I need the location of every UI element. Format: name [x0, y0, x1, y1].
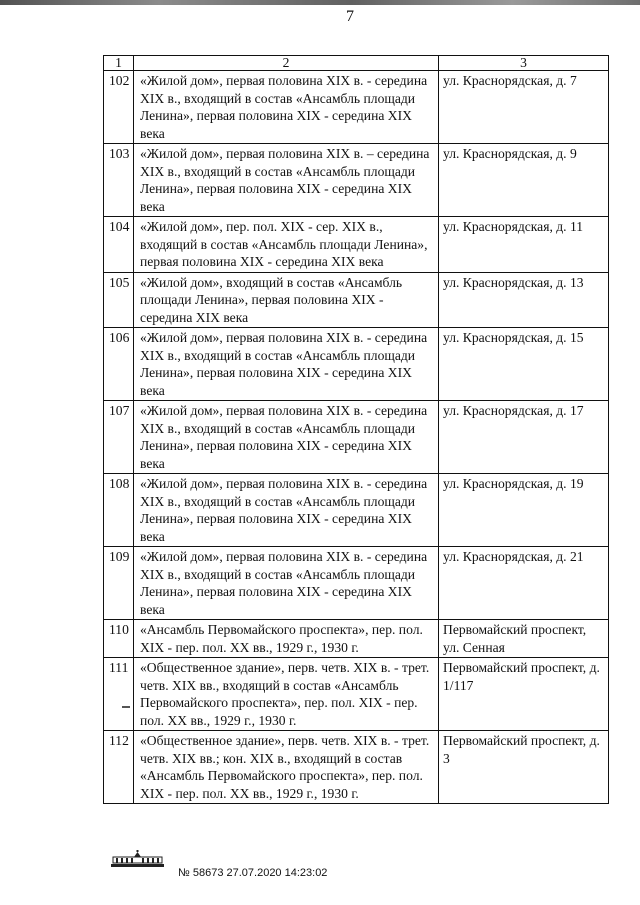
object-description: «Общественное здание», перв. четв. XIX в. - трет. четв. XIX вв., входящий в состав «Ансамбль Первомайского проспекта», пер. пол. XIX - пер. пол. XX вв., 1929 г., 1930 г.: [134, 658, 439, 731]
row-number: 108: [104, 474, 134, 547]
object-address: ул. Краснорядская, д. 7: [439, 71, 609, 144]
object-description: «Жилой дом», первая половина XIX в. - середина XIX в., входящий в состав «Ансамбль площади Ленина», первая половина XIX - середина XIX века: [134, 401, 439, 474]
column-header-2: 2: [134, 56, 439, 71]
column-header-3: 3: [439, 56, 609, 71]
monuments-table: [103, 55, 609, 804]
scan-edge: [0, 0, 640, 5]
object-address: Первомайский проспект, ул. Сенная: [439, 620, 609, 658]
table-row: [104, 620, 609, 658]
government-building-logo-icon: [110, 850, 165, 868]
table-row: [104, 547, 609, 620]
row-number: 111: [104, 658, 134, 731]
table-row: [104, 328, 609, 401]
object-address: ул. Краснорядская, д. 15: [439, 328, 609, 401]
row-number: 102: [104, 71, 134, 144]
object-address: ул. Краснорядская, д. 11: [439, 217, 609, 273]
row-number: 104: [104, 217, 134, 273]
object-address: ул. Краснорядская, д. 19: [439, 474, 609, 547]
object-description: «Общественное здание», перв. четв. XIX в. - трет. четв. XIX вв.; кон. XIX в., входящий в состав «Ансамбль Первомайского проспекта», пер. пол. XIX - пер. пол. XX вв., 1929 г., 1930 г.: [134, 731, 439, 804]
object-description: «Жилой дом», первая половина XIX в. – середина XIX в., входящий в состав «Ансамбль площади Ленина», первая половина XIX - середина XIX века: [134, 144, 439, 217]
object-address: ул. Краснорядская, д. 13: [439, 272, 609, 328]
page-number: 7: [346, 8, 354, 25]
object-address: Первомайский проспект, д. 3: [439, 731, 609, 804]
table-row: [104, 658, 609, 731]
row-number: 109: [104, 547, 134, 620]
object-description: «Жилой дом», первая половина XIX в. - середина XIX в., входящий в состав «Ансамбль площади Ленина», первая половина XIX - середина XIX века: [134, 547, 439, 620]
object-description: «Жилой дом», первая половина XIX в. - середина XIX в., входящий в состав «Ансамбль площади Ленина», первая половина XIX - середина XIX века: [134, 328, 439, 401]
object-description: «Жилой дом», первая половина XIX в. - середина XIX в., входящий в состав «Ансамбль площади Ленина», первая половина XIX - середина XIX века: [134, 474, 439, 547]
row-number: 106: [104, 328, 134, 401]
row-number: 103: [104, 144, 134, 217]
object-description: «Жилой дом», входящий в состав «Ансамбль площади Ленина», первая половина XIX - середина XIX века: [134, 272, 439, 328]
object-description: «Ансамбль Первомайского проспекта», пер. пол. XIX - пер. пол. XX вв., 1929 г., 1930 г.: [134, 620, 439, 658]
object-description: «Жилой дом», первая половина XIX в. - середина XIX в., входящий в состав «Ансамбль площади Ленина», первая половина XIX - середина XIX века: [134, 71, 439, 144]
object-description: «Жилой дом», пер. пол. XIX - сер. XIX в., входящий в состав «Ансамбль площади Ленина», первая половина XIX - середина XIX века: [134, 217, 439, 273]
object-address: ул. Краснорядская, д. 9: [439, 144, 609, 217]
registration-stamp: № 58673 27.07.2020 14:23:02: [178, 867, 328, 879]
column-header-1: 1: [104, 56, 134, 71]
object-address: ул. Краснорядская, д. 17: [439, 401, 609, 474]
row-number: 112: [104, 731, 134, 804]
object-address: Первомайский проспект, д. 1/117: [439, 658, 609, 731]
table-row: [104, 401, 609, 474]
table-row: [104, 144, 609, 217]
table-header-row: [104, 56, 609, 71]
row-number: 107: [104, 401, 134, 474]
table-row: [104, 731, 609, 804]
object-address: ул. Краснорядская, д. 21: [439, 547, 609, 620]
margin-mark: [122, 706, 130, 708]
table-row: [104, 474, 609, 547]
row-number: 105: [104, 272, 134, 328]
table-row: [104, 217, 609, 273]
table-row: [104, 71, 609, 144]
row-number: 110: [104, 620, 134, 658]
table-row: [104, 272, 609, 328]
